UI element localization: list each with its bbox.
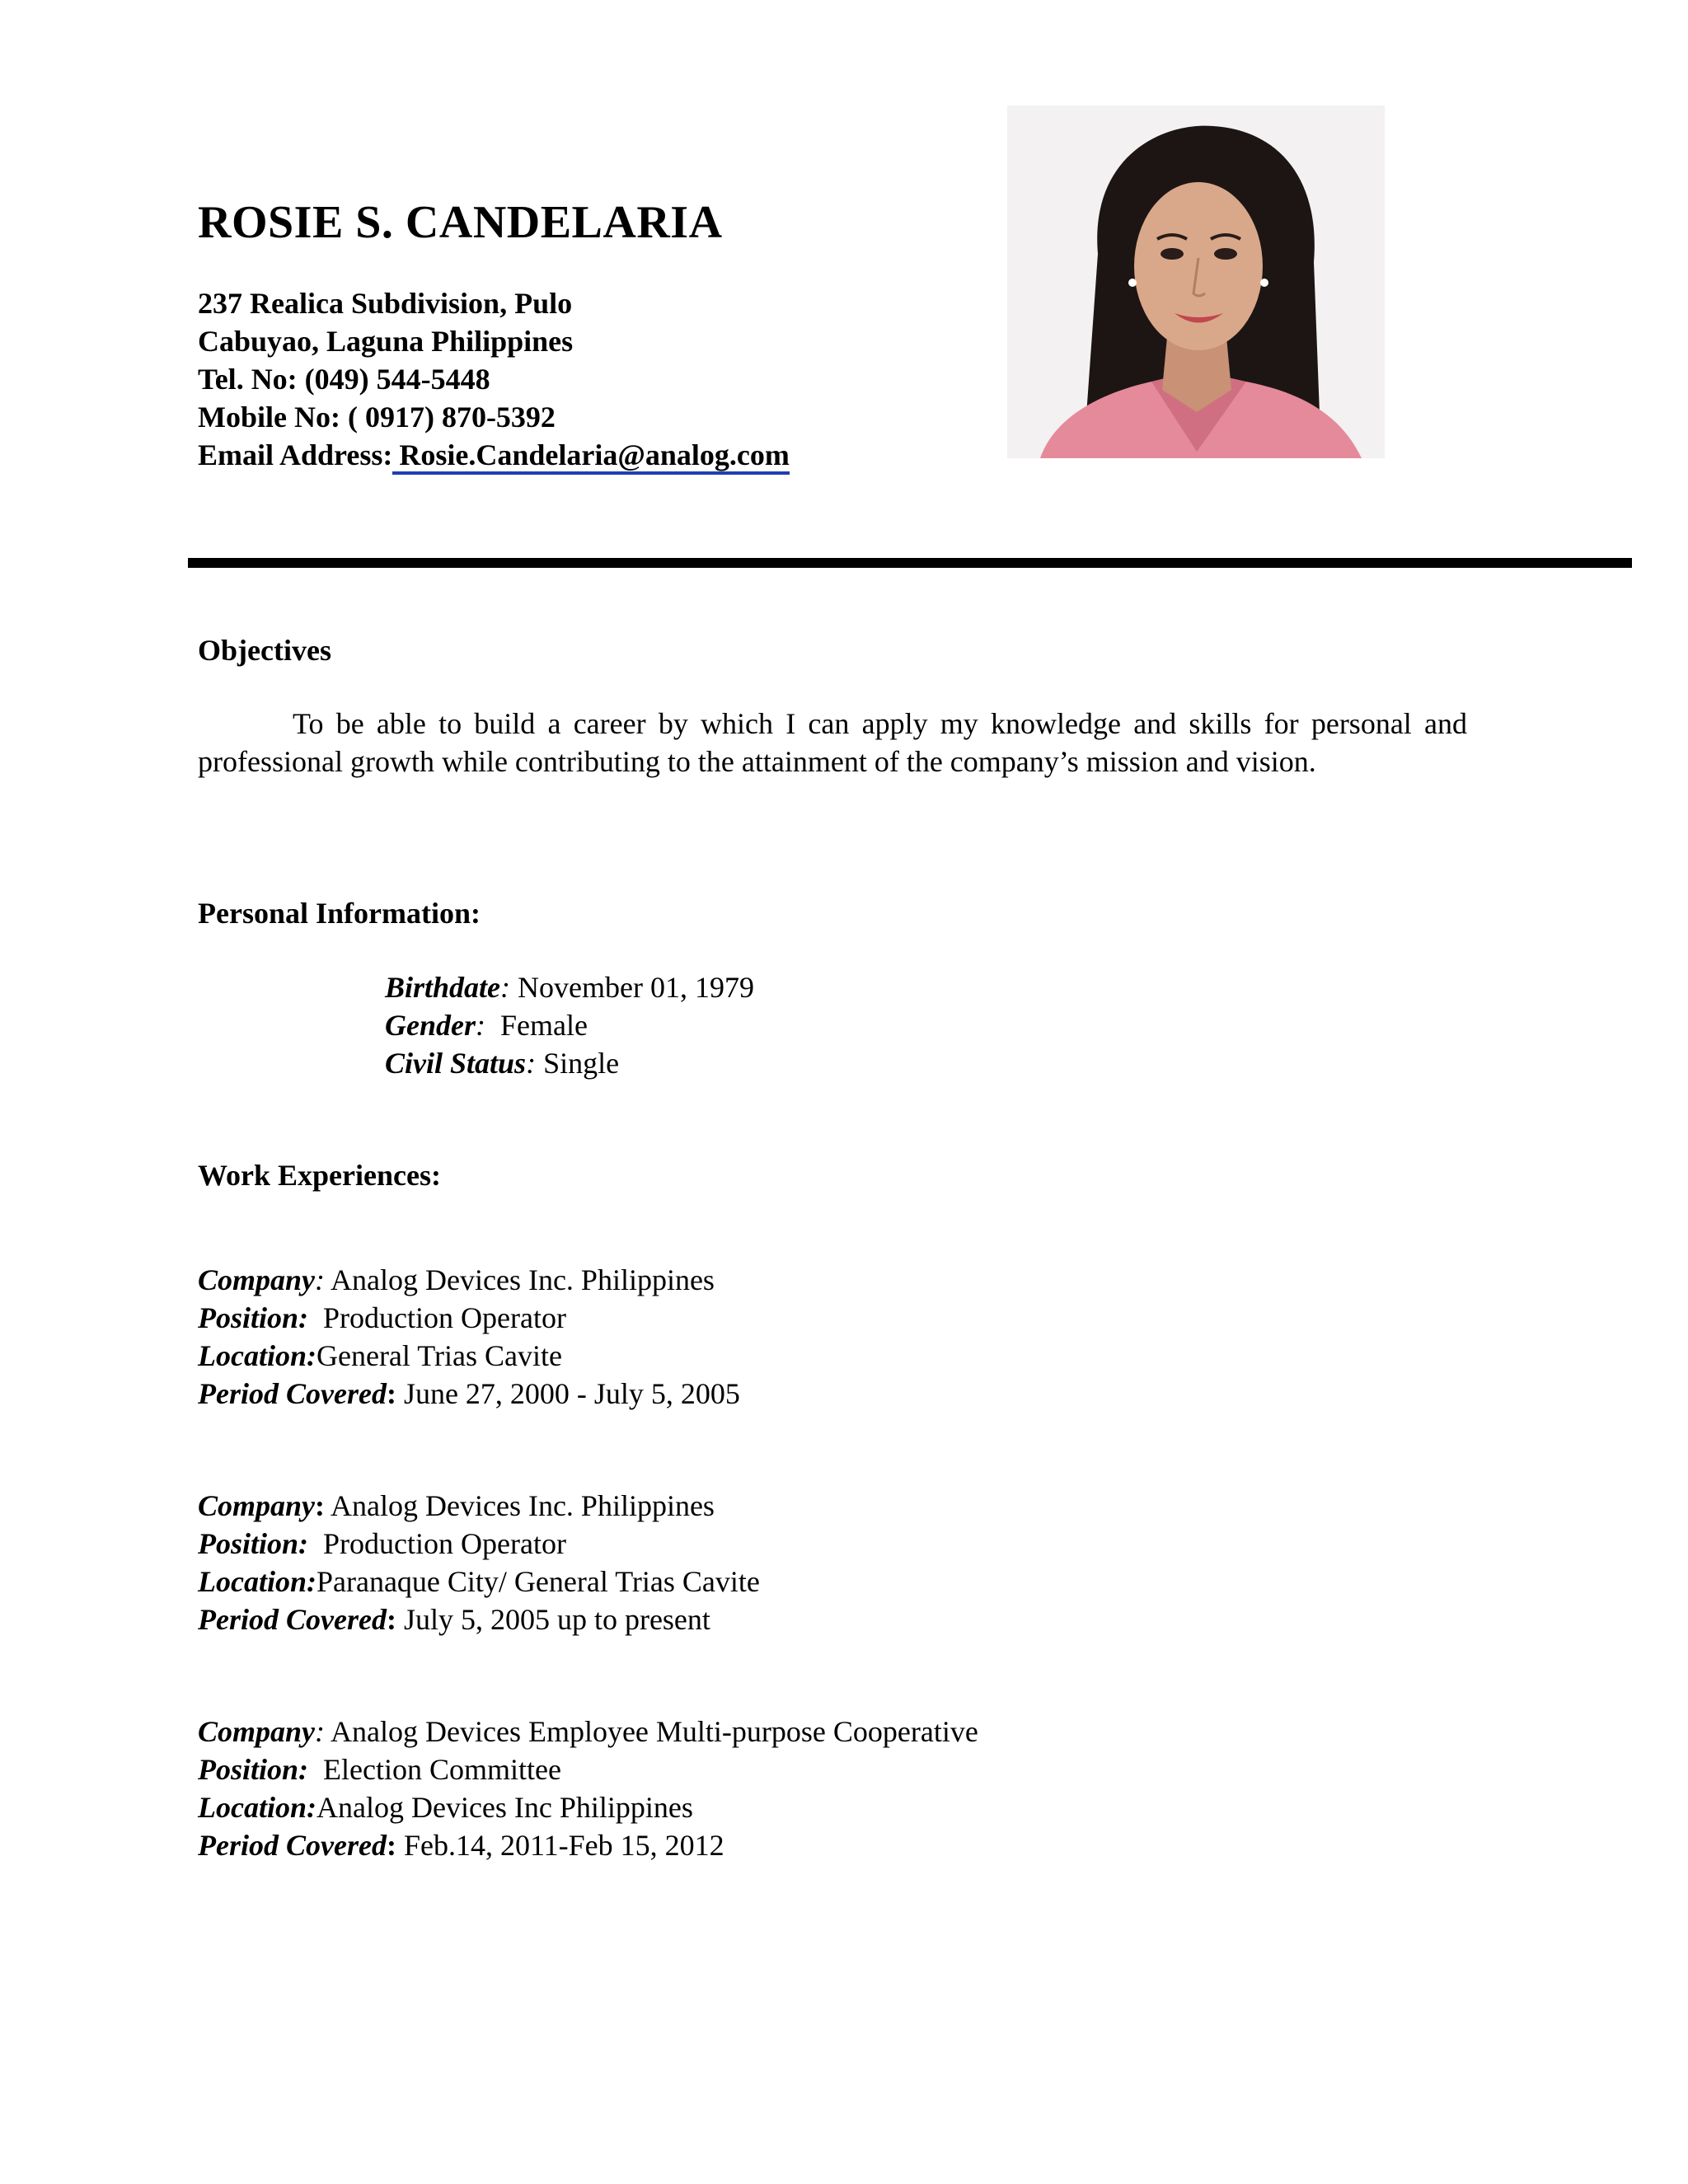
objectives-heading: Objectives	[198, 634, 331, 667]
profile-photo	[1007, 105, 1385, 458]
company-value: Analog Devices Inc. Philippines	[331, 1489, 715, 1522]
position-label: Position:	[198, 1753, 309, 1786]
position-label: Position:	[198, 1527, 309, 1560]
gender-label: Gender	[385, 1009, 476, 1042]
gender-row: Gender: Female	[385, 1009, 588, 1042]
period-label: Period Covered	[198, 1603, 387, 1636]
location-value: Analog Devices Inc Philippines	[316, 1791, 693, 1824]
location-value: General Trias Cavite	[316, 1339, 562, 1372]
email-link[interactable]: Rosie.Candelaria@analog.com	[392, 438, 789, 475]
position-label: Position:	[198, 1301, 309, 1334]
position-value: Production Operator	[323, 1527, 566, 1560]
candidate-name: ROSIE S. CANDELARIA	[198, 197, 723, 248]
period-value: July 5, 2005 up to present	[403, 1603, 710, 1636]
period-value: Feb.14, 2011-Feb 15, 2012	[403, 1829, 724, 1862]
position-value: Election Committee	[323, 1753, 561, 1786]
location-label: Location:	[198, 1339, 316, 1372]
civil-status-label: Civil Status	[385, 1047, 527, 1080]
location-label: Location:	[198, 1565, 316, 1598]
company-value: Analog Devices Employee Multi-purpose Cooperative	[331, 1715, 978, 1748]
work-experiences-heading: Work Experiences:	[198, 1159, 441, 1192]
location-label: Location:	[198, 1791, 316, 1824]
email-row	[198, 436, 790, 474]
company-label: Company	[198, 1489, 316, 1522]
work-entry: Company: Analog Devices Inc. Philippines Position: Production Operator Location:Paranaque City/ General Trias Cavite Period Covered: July 5, 2005 up to present	[198, 1489, 760, 1636]
civil-status-value: Single	[543, 1047, 620, 1080]
address-line-2: Cabuyao, Laguna Philippines	[198, 325, 574, 358]
civil-status-row: Civil Status: Single	[385, 1047, 620, 1080]
personal-info-heading: Personal Information:	[198, 897, 481, 930]
telephone-number: Tel. No: (049) 544-5448	[198, 363, 490, 396]
work-entry: Company: Analog Devices Employee Multi-purpose Cooperative Position: Election Committee Location:Analog Devices Inc Philippines Period Covered: Feb.14, 2011-Feb 15, 2012	[198, 1715, 978, 1862]
mobile-number: Mobile No: ( 0917) 870-5392	[198, 401, 556, 434]
birthdate-label: Birthdate	[385, 971, 501, 1004]
birthdate-value: November 01, 1979	[518, 971, 754, 1004]
period-value: June 27, 2000 - July 5, 2005	[403, 1377, 740, 1410]
birthdate-row: Birthdate: November 01, 1979	[385, 971, 754, 1004]
email-label: Email Address:	[198, 438, 393, 471]
period-label: Period Covered	[198, 1829, 387, 1862]
company-value: Analog Devices Inc. Philippines	[331, 1263, 715, 1296]
location-value: Paranaque City/ General Trias Cavite	[316, 1565, 760, 1598]
work-entry: Company: Analog Devices Inc. Philippines Position: Production Operator Location:General Trias Cavite Period Covered: June 27, 2000 - July 5, 2005	[198, 1263, 740, 1410]
header-divider	[188, 558, 1632, 568]
period-label: Period Covered	[198, 1377, 387, 1410]
gender-value: Female	[500, 1009, 588, 1042]
company-label: Company	[198, 1715, 316, 1748]
contact-block	[198, 284, 790, 474]
company-label: Company	[198, 1263, 316, 1296]
personal-info-block	[385, 968, 754, 1082]
address-line-1: 237 Realica Subdivision, Pulo	[198, 287, 573, 320]
portrait-illustration	[1007, 105, 1385, 458]
position-value: Production Operator	[323, 1301, 566, 1334]
objectives-text: To be able to build a career by which I can apply my knowledge and skills for personal and professional growth while contributing to the attainment of the company’s mission and vision.	[198, 707, 1467, 778]
